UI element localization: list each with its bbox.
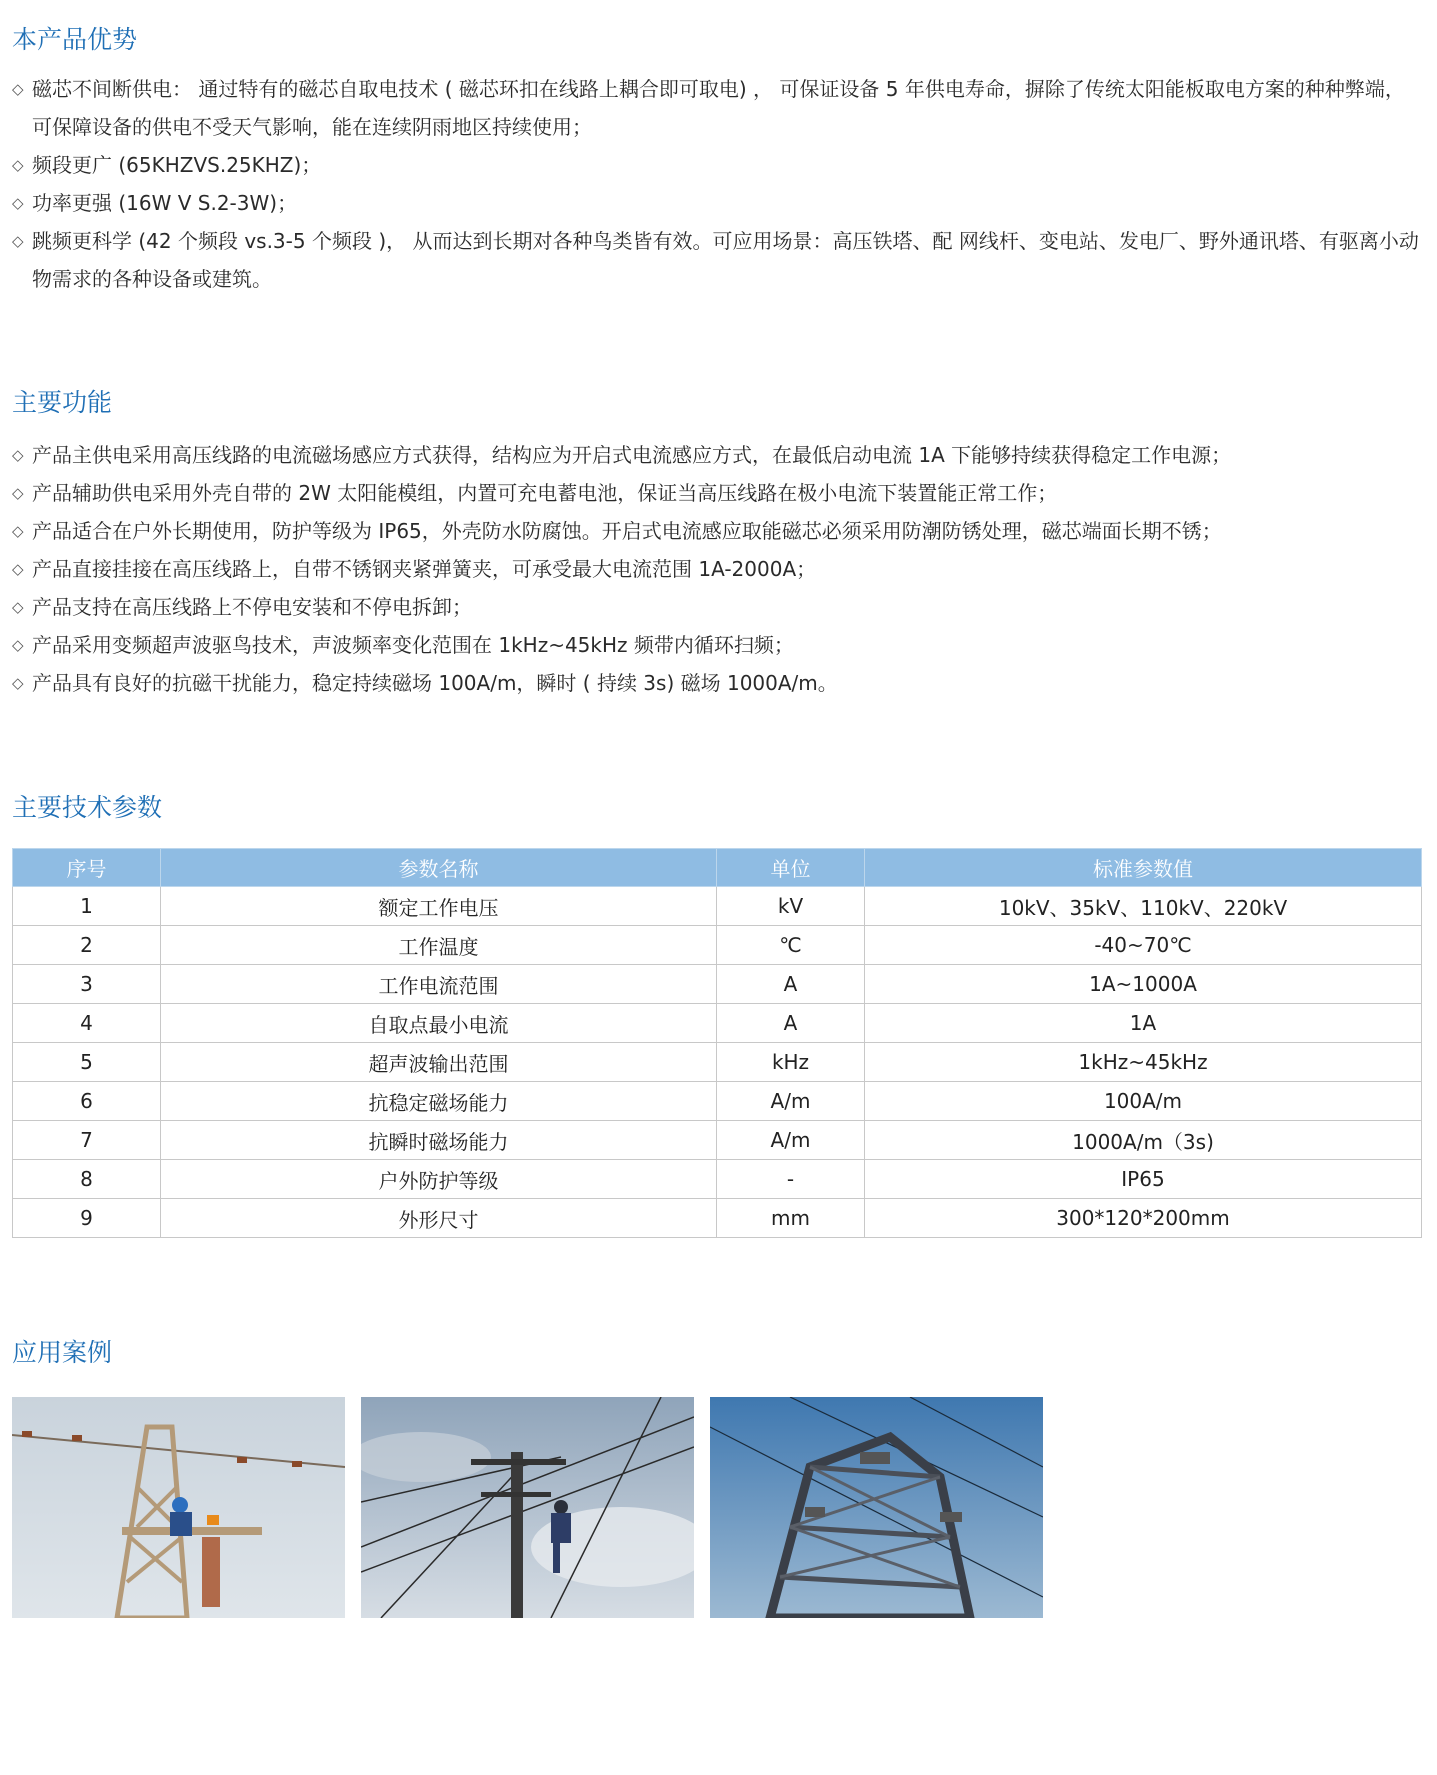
functions-list xyxy=(12,436,1422,702)
list-item: ◇ 产品直接挂接在高压线路上，自带不锈钢夹紧弹簧夹，可承受最大电流范围 1A-2000A； xyxy=(12,550,1422,588)
list-item: ◇ 跳频更科学 (42 个频段 vs.3-5 个频段 )， 从而达到长期对各种鸟类皆有效。可应用场景：高压铁塔、配 网线杆、变电站、发电厂、野外通讯塔、有驱离小动物需求的各种设备或建筑。 xyxy=(12,222,1422,298)
diamond-bullet-icon: ◇ xyxy=(12,674,24,692)
list-item: ◇ 频段更广 (65KHZVS.25KHZ)； xyxy=(12,146,1422,184)
diamond-bullet-icon: ◇ xyxy=(12,560,24,578)
diamond-bullet-icon: ◇ xyxy=(12,484,24,502)
cases-title: 应用案例 xyxy=(12,1338,113,1367)
header-name: 参数名称 xyxy=(161,849,717,887)
table-row: 1 额定工作电压 kV 10kV、35kV、110kV、220kV xyxy=(13,887,1422,926)
header-unit: 单位 xyxy=(717,849,865,887)
parameters-title: 主要技术参数 xyxy=(12,793,163,822)
table-row: 9 外形尺寸 mm 300*120*200mm xyxy=(13,1199,1422,1238)
diamond-bullet-icon: ◇ xyxy=(12,446,24,464)
case-photo-pole-climber xyxy=(361,1397,694,1618)
list-item: ◇ 磁芯不间断供电： 通过特有的磁芯自取电技术 ( 磁芯环扣在线路上耦合即可取电) ， 可保证设备 5 年供电寿命，摒除了传统太阳能板取电方案的种种弊端，可保障设备的供电不受天气影响，能在连续阴雨地区持续使用； xyxy=(12,70,1422,146)
table-row: 5 超声波输出范围 kHz 1kHz~45kHz xyxy=(13,1043,1422,1082)
case-photo-tower-worker xyxy=(12,1397,345,1618)
diamond-bullet-icon: ◇ xyxy=(12,232,24,250)
table-header-row xyxy=(13,849,1422,887)
functions-title: 主要功能 xyxy=(12,388,113,417)
parameters-table xyxy=(12,848,1422,1238)
table-row: 6 抗稳定磁场能力 A/m 100A/m xyxy=(13,1082,1422,1121)
table-row: 7 抗瞬时磁场能力 A/m 1000A/m（3s) xyxy=(13,1121,1422,1160)
diamond-bullet-icon: ◇ xyxy=(12,598,24,616)
list-item: ◇ 产品具有良好的抗磁干扰能力，稳定持续磁场 100A/m，瞬时 ( 持续 3s) 磁场 1000A/m。 xyxy=(12,664,1422,702)
table-row: 4 自取点最小电流 A 1A xyxy=(13,1004,1422,1043)
list-item: ◇ 产品支持在高压线路上不停电安装和不停电拆卸； xyxy=(12,588,1422,626)
diamond-bullet-icon: ◇ xyxy=(12,636,24,654)
list-item: ◇ 功率更强 (16W V S.2-3W)； xyxy=(12,184,1422,222)
diamond-bullet-icon: ◇ xyxy=(12,522,24,540)
diamond-bullet-icon: ◇ xyxy=(12,156,24,174)
list-item: ◇ 产品主供电采用高压线路的电流磁场感应方式获得，结构应为开启式电流感应方式，在最低启动电流 1A 下能够持续获得稳定工作电源； xyxy=(12,436,1422,474)
header-index: 序号 xyxy=(13,849,161,887)
table-row: 3 工作电流范围 A 1A~1000A xyxy=(13,965,1422,1004)
advantages-title: 本产品优势 xyxy=(12,25,138,54)
list-item: ◇ 产品采用变频超声波驱鸟技术，声波频率变化范围在 1kHz~45kHz 频带内循环扫频； xyxy=(12,626,1422,664)
advantages-list xyxy=(12,70,1422,298)
table-row: 8 户外防护等级 - IP65 xyxy=(13,1160,1422,1199)
case-photo-transmission-tower xyxy=(710,1397,1043,1618)
header-value: 标准参数值 xyxy=(865,849,1422,887)
list-item: ◇ 产品辅助供电采用外壳自带的 2W 太阳能模组，内置可充电蓄电池，保证当高压线路在极小电流下装置能正常工作； xyxy=(12,474,1422,512)
table-row: 2 工作温度 ℃ -40~70℃ xyxy=(13,926,1422,965)
list-item: ◇ 产品适合在户外长期使用，防护等级为 IP65，外壳防水防腐蚀。开启式电流感应取能磁芯必须采用防潮防锈处理，磁芯端面长期不锈； xyxy=(12,512,1422,550)
diamond-bullet-icon: ◇ xyxy=(12,80,24,98)
diamond-bullet-icon: ◇ xyxy=(12,194,24,212)
